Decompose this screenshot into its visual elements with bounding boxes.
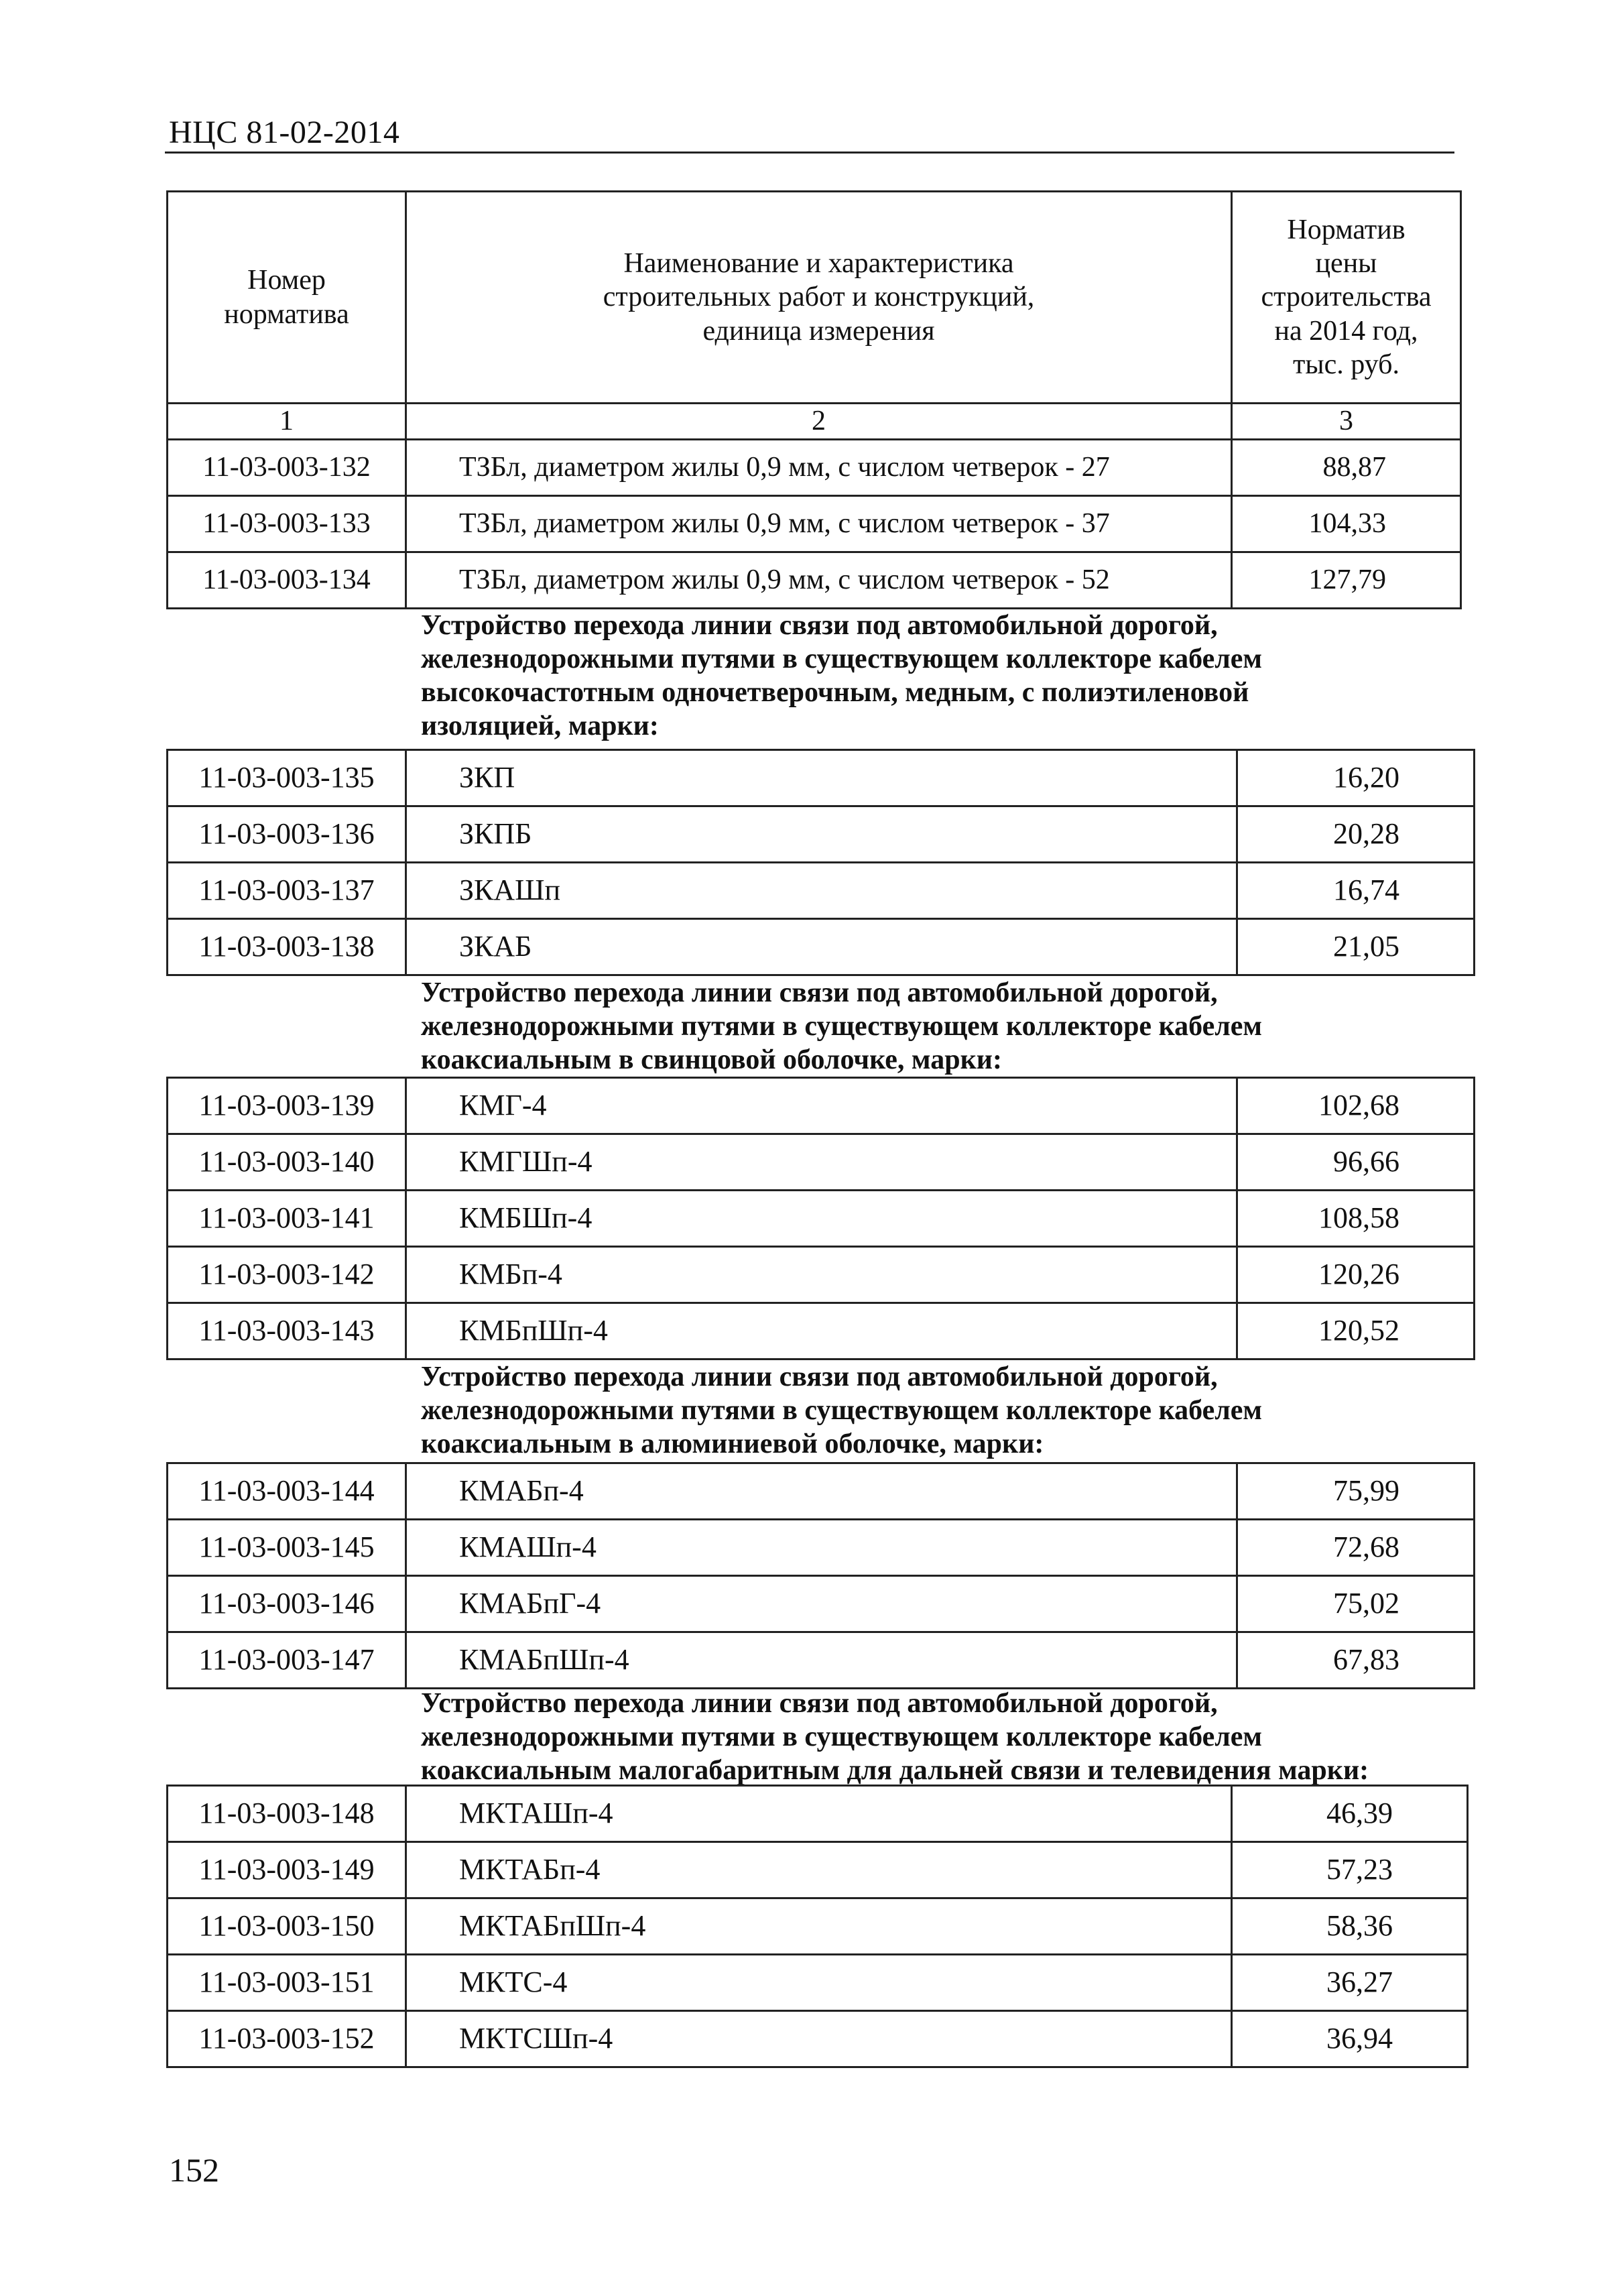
- work-name: МКТАБпШп-4: [406, 1898, 1232, 1955]
- section-title-line: коаксиальным в свинцовой оболочке, марки:: [421, 1044, 1002, 1075]
- header-col-number: [168, 192, 406, 404]
- work-name: ЗКАШп: [406, 863, 1237, 919]
- header-text: строительства: [1261, 282, 1432, 313]
- table-row: [168, 919, 1475, 975]
- norm-code: 11-03-003-142: [168, 1247, 406, 1303]
- header-text: цены: [1315, 247, 1377, 279]
- table-row: [168, 552, 1461, 609]
- document-code: НЦС 81-02-2014: [169, 115, 400, 150]
- work-name: ЗКПБ: [406, 806, 1237, 863]
- section-title-line: железнодорожными путями в существующем коллекторе кабелем: [421, 644, 1263, 674]
- price-value: 36,27: [1232, 1955, 1468, 2011]
- table-row: [168, 2011, 1468, 2067]
- table-row: [168, 440, 1461, 496]
- price-value: 58,36: [1232, 1898, 1468, 1955]
- work-name: МКТАБп-4: [406, 1842, 1232, 1898]
- section-title-line: Устройство перехода линии связи под автомобильной дорогой,: [421, 1688, 1218, 1719]
- norm-code: 11-03-003-141: [168, 1191, 406, 1247]
- section-title-line: Устройство перехода линии связи под автомобильной дорогой,: [421, 610, 1218, 641]
- price-value: 57,23: [1232, 1842, 1468, 1898]
- norm-code: 11-03-003-144: [168, 1463, 406, 1520]
- column-number: 3: [1232, 404, 1461, 440]
- section-title-line: железнодорожными путями в существующем коллекторе кабелем: [421, 1395, 1263, 1426]
- section-title-line: железнодорожными путями в существующем коллекторе кабелем: [421, 1011, 1263, 1042]
- work-name: ТЗБл, диаметром жилы 0,9 мм, с числом четверок - 37: [406, 496, 1232, 552]
- price-value: 104,33: [1232, 496, 1461, 552]
- norm-code: 11-03-003-149: [168, 1842, 406, 1898]
- header-text: строительных работ и конструкций,: [603, 282, 1035, 313]
- work-name: ТЗБл, диаметром жилы 0,9 мм, с числом четверок - 52: [406, 552, 1232, 609]
- table-row: [168, 1078, 1475, 1134]
- price-value: 20,28: [1237, 806, 1475, 863]
- header-row: [168, 192, 1461, 404]
- work-name: МКТС-4: [406, 1955, 1232, 2011]
- table-row: [168, 1303, 1475, 1360]
- price-value: 72,68: [1237, 1520, 1475, 1576]
- price-value: 102,68: [1237, 1078, 1475, 1134]
- section-title-line: изоляцией, марки:: [421, 711, 659, 741]
- norm-code: 11-03-003-137: [168, 863, 406, 919]
- header-text: на 2014 год,: [1274, 315, 1418, 347]
- table-row: [168, 1576, 1475, 1632]
- table-section-2: [166, 1077, 1475, 1360]
- header-text: норматива: [224, 298, 349, 330]
- work-name: ТЗБл, диаметром жилы 0,9 мм, с числом четверок - 27: [406, 440, 1232, 496]
- table-row: [168, 1463, 1475, 1520]
- norm-code: 11-03-003-146: [168, 1576, 406, 1632]
- section-title: [421, 609, 1467, 743]
- table-row: [168, 1134, 1475, 1191]
- table-row: [168, 1191, 1475, 1247]
- page-number: 152: [169, 2151, 219, 2189]
- section-title-line: железнодорожными путями в существующем коллекторе кабелем: [421, 1721, 1263, 1752]
- norm-code: 11-03-003-138: [168, 919, 406, 975]
- work-name: КМАБпГ-4: [406, 1576, 1237, 1632]
- price-value: 120,26: [1237, 1247, 1475, 1303]
- table-section-4: [166, 1785, 1469, 2068]
- table-row: [168, 806, 1475, 863]
- header-col-name: [406, 192, 1232, 404]
- table-header: [166, 190, 1462, 609]
- price-value: 127,79: [1232, 552, 1461, 609]
- norm-code: 11-03-003-136: [168, 806, 406, 863]
- section-title-line: Устройство перехода линии связи под автомобильной дорогой,: [421, 1362, 1218, 1392]
- norm-code: 11-03-003-132: [168, 440, 406, 496]
- norm-code: 11-03-003-147: [168, 1632, 406, 1689]
- price-value: 16,74: [1237, 863, 1475, 919]
- header-text: Номер: [247, 265, 326, 296]
- norm-code: 11-03-003-134: [168, 552, 406, 609]
- norm-code: 11-03-003-148: [168, 1786, 406, 1842]
- work-name: КМГШп-4: [406, 1134, 1237, 1191]
- header-text: единица измерения: [702, 315, 935, 347]
- price-value: 46,39: [1232, 1786, 1468, 1842]
- price-value: 96,66: [1237, 1134, 1475, 1191]
- price-value: 21,05: [1237, 919, 1475, 975]
- table-row: [168, 863, 1475, 919]
- work-name: МКТСШп-4: [406, 2011, 1232, 2067]
- table-row: [168, 1632, 1475, 1689]
- work-name: КМБпШп-4: [406, 1303, 1237, 1360]
- section-title: [421, 1360, 1467, 1461]
- section-title: [421, 1687, 1467, 1787]
- price-value: 75,02: [1237, 1576, 1475, 1632]
- price-value: 16,20: [1237, 750, 1475, 806]
- table-row: [168, 750, 1475, 806]
- norm-code: 11-03-003-143: [168, 1303, 406, 1360]
- section-title-line: высокочастотным одночетверочным, медным, с полиэтиленовой: [421, 677, 1249, 708]
- table-row: [168, 1786, 1468, 1842]
- header-text: тыс. руб.: [1293, 349, 1399, 381]
- price-value: 36,94: [1232, 2011, 1468, 2067]
- table-row: [168, 1955, 1468, 2011]
- table-section-1: [166, 749, 1475, 976]
- header-col-price: [1232, 192, 1461, 404]
- price-value: 67,83: [1237, 1632, 1475, 1689]
- column-number: 1: [168, 404, 406, 440]
- norm-code: 11-03-003-145: [168, 1520, 406, 1576]
- table-row: [168, 1520, 1475, 1576]
- work-name: КМАБп-4: [406, 1463, 1237, 1520]
- table-row: [168, 1898, 1468, 1955]
- work-name: ЗКАБ: [406, 919, 1237, 975]
- section-title-line: Устройство перехода линии связи под автомобильной дорогой,: [421, 977, 1218, 1008]
- norm-code: 11-03-003-150: [168, 1898, 406, 1955]
- price-value: 75,99: [1237, 1463, 1475, 1520]
- table-section-3: [166, 1462, 1475, 1689]
- price-value: 120,52: [1237, 1303, 1475, 1360]
- document-header: [165, 113, 1454, 154]
- table-row: [168, 1247, 1475, 1303]
- price-value: 88,87: [1232, 440, 1461, 496]
- header-text: Норматив: [1287, 214, 1406, 245]
- norm-code: 11-03-003-135: [168, 750, 406, 806]
- column-number: 2: [406, 404, 1232, 440]
- norm-code: 11-03-003-152: [168, 2011, 406, 2067]
- table-row: [168, 496, 1461, 552]
- section-title: [421, 976, 1467, 1077]
- work-name: КМАШп-4: [406, 1520, 1237, 1576]
- work-name: КМАБпШп-4: [406, 1632, 1237, 1689]
- section-title-line: коаксиальным малогабаритным для дальней связи и телевидения марки:: [421, 1755, 1369, 1786]
- price-value: 108,58: [1237, 1191, 1475, 1247]
- norm-code: 11-03-003-139: [168, 1078, 406, 1134]
- work-name: ЗКП: [406, 750, 1237, 806]
- section-title-line: коаксиальным в алюминиевой оболочке, марки:: [421, 1429, 1044, 1459]
- column-numbers-row: [168, 404, 1461, 440]
- norm-code: 11-03-003-140: [168, 1134, 406, 1191]
- norm-code: 11-03-003-133: [168, 496, 406, 552]
- table-row: [168, 1842, 1468, 1898]
- work-name: КМБШп-4: [406, 1191, 1237, 1247]
- norm-code: 11-03-003-151: [168, 1955, 406, 2011]
- work-name: КМГ-4: [406, 1078, 1237, 1134]
- header-text: Наименование и характеристика: [623, 247, 1014, 279]
- work-name: МКТАШп-4: [406, 1786, 1232, 1842]
- work-name: КМБп-4: [406, 1247, 1237, 1303]
